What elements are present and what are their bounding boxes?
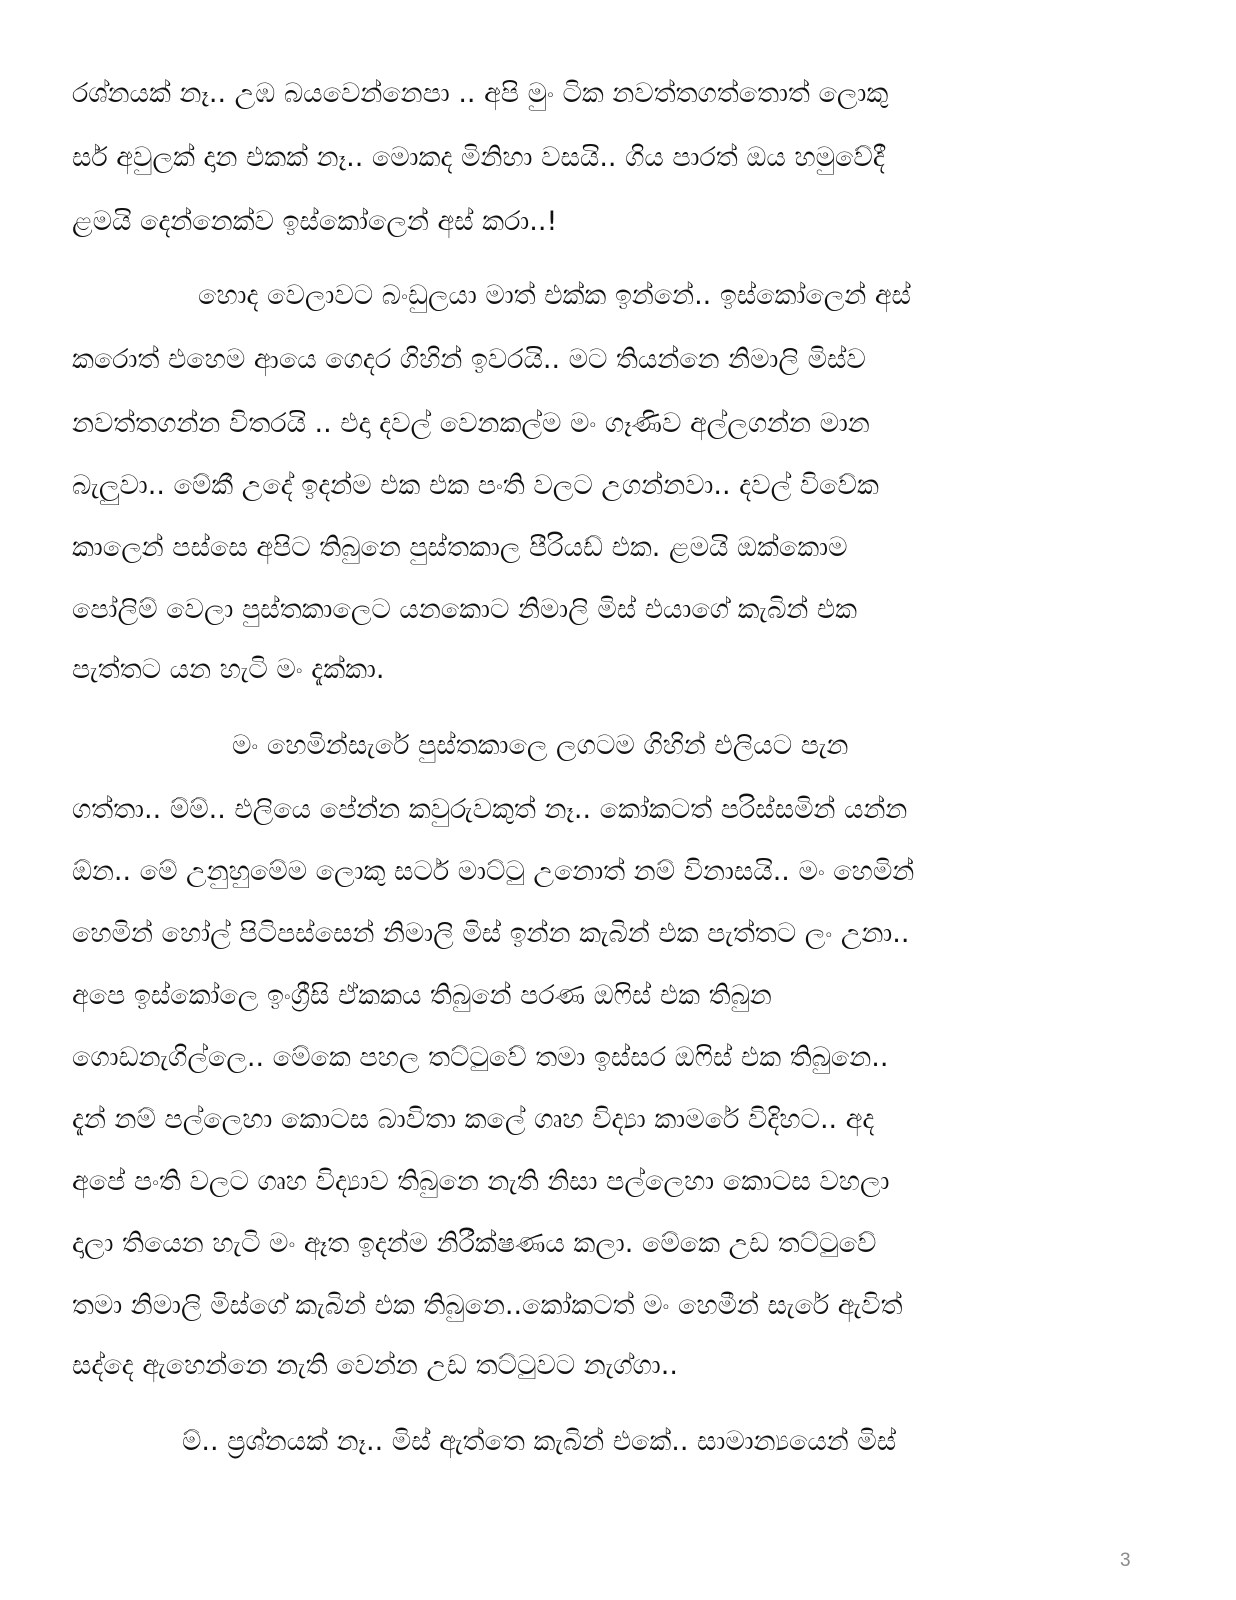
text-line: තමා නිමාලි මිස්ගේ කැබින් එක තිබුනෙ..කෝකටත් මං හෙමීන් සැරේ ඇවිත් — [72, 1290, 903, 1321]
text-line: රශ්නයක් නෑ.. උඹ බයවෙන්නෙපා .. අපි මුං ටික නවත්තගත්තොත් ලොකු — [72, 78, 889, 109]
text-line: අපෙ ඉස්කෝලෙ ඉංග්‍රීසි ඒකකය තිබුනේ පරණ ඔෆිස් එක තිබුන — [72, 980, 772, 1011]
text-line: හෙමින් හෝල් පිටිපස්සෙන් නිමාලි මිස් ඉන්න කැබින් එක පැත්තට ලං උනා.. — [72, 918, 910, 949]
text-line: බැලුවා.. මේකී උදේ ඉදන්ම එක එක පංති වලට උගන්නවා.. දවල් විවේක — [72, 470, 879, 501]
text-line: ගොඩනැගිල්ලෙ.. මේකෙ පහල තට්ටුවේ තමා ඉස්සර ඔෆිස් එක තිබුනෙ.. — [72, 1042, 889, 1073]
text-line: පැත්තට යන හැටි මං දැක්කා. — [72, 654, 385, 685]
text-line: දාලා තියෙන හැටි මං ඈත ඉදන්ම නිරීක්ෂණය කලා. මේකෙ උඩ තට්ටුවේ — [72, 1228, 877, 1259]
text-line: සද්දෙ ඇහෙන්නෙ නැති වෙන්න උඩ තට්ටුවට නැග්ගා.. — [72, 1350, 678, 1381]
text-line: ම්.. ප්‍රශ්නයක් නෑ.. මිස් ඇත්තෙ කැබින් එකේ.. සාමාන්‍යයෙන් මිස් — [182, 1426, 897, 1457]
page-number: 3 — [1120, 1550, 1131, 1571]
text-line: මං හෙමින්සැරේ පුස්තකාලෙ ලගටම ගිහින් එලියට පැන — [232, 730, 849, 761]
text-line: කාලෙන් පස්සෙ අපිට තිබුනෙ පුස්තකාල පීරියඩ් එක. ළමයි ඔක්කොම — [72, 532, 848, 563]
text-line: දැන් නම් පල්ලෙහා කොටස බාවිතා කලේ ගෘහ විද්‍යා කාමරේ විදිහට.. අද — [72, 1104, 875, 1135]
text-line: ඕන.. මේ උනුහුමේම ලොකු සර්ට මාට්ටු උනොත් නම් විනාසයි.. මං හෙමින් — [72, 856, 915, 887]
text-line: කරොත් එහෙම ආයෙ ගෙදර ගිහින් ඉවරයි.. මට තියන්නෙ නිමාලි මිස්ව — [72, 344, 866, 375]
text-line: නවත්තගන්න විතරයි .. එදා දවල් වෙනකල්ම මං ගෑණිව අල්ලගන්න මාන — [72, 408, 870, 439]
text-line: ළමයි දෙන්නෙක්ව ඉස්කෝලෙන් අස් කරා..! — [72, 206, 558, 237]
text-line: හොද වෙලාවට බංඩුලයා මාත් එක්ක ඉන්නේ.. ඉස්කෝලෙන් අස් — [198, 280, 911, 311]
text-line: අපේ පංති වලට ගෘහ විද්‍යාව තිබුනෙ නැති නිසා පල්ලෙහා කොටස වහලා — [72, 1166, 890, 1197]
text-line: පෝලිම් වෙලා පුස්තකාලෙට යනකොට නිමාලි මිස් එයාගේ කැබින් එක — [72, 594, 858, 625]
text-line: සර් අවුලක් දාන එකක් නෑ.. මොකද මිනිහා වසයි.. ගිය පාරත් ඔය හමුවේදී — [72, 142, 885, 173]
text-line: ගත්තා.. ම්ම්.. එලියෙ පේන්න කවුරුවකුත් නෑ.. කෝකටත් පරිස්සමින් යන්න — [72, 794, 908, 825]
